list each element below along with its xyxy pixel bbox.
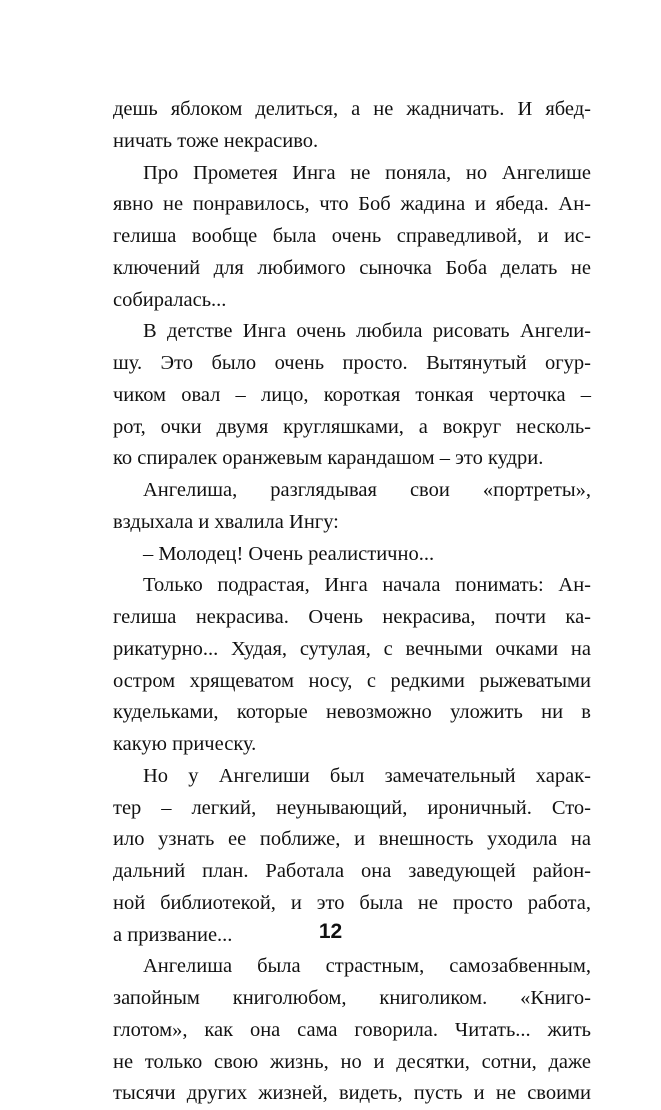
- text-line: вздыхала и хвалила Ингу:: [113, 510, 339, 533]
- text-line: шу. Это было очень просто. Вытянутый огур-: [113, 352, 591, 374]
- text-line: – Молодец! Очень реалистично...: [143, 542, 435, 565]
- text-line: тер – легкий, неунывающий, ироничный. Сто-: [113, 796, 591, 819]
- text-line: Ангелиша, разглядывая свои «портреты»,: [143, 479, 591, 501]
- page-body: [113, 94, 591, 1110]
- text-line: кудельками, которые невозможно уложить ни в: [113, 701, 591, 724]
- text-line: остром хрящеватом носу, с редкими рыжеватыми: [113, 669, 591, 692]
- text-line: а призвание...: [113, 923, 233, 946]
- text-line: ило узнать ее поближе, и внешность уходила на: [113, 828, 591, 851]
- text-line: Только подрастая, Инга начала понимать: Ан-: [143, 574, 591, 597]
- text-line: ключений для любимого сыночка Боба делать не: [113, 256, 591, 279]
- text-line: рикатурно... Худая, сутулая, с вечными очками на: [113, 637, 591, 660]
- text-line: гелиша некрасива. Очень некрасива, почти ка-: [113, 606, 591, 628]
- text-line: гелиша вообще была очень справедливой, и ис-: [113, 225, 591, 247]
- text-line: дешь яблоком делиться, а не жадничать. И ябед-: [113, 98, 591, 120]
- text-line: явно не понравилось, что Боб жадина и ябеда. Ан-: [113, 193, 591, 216]
- text-line: Ангелиша была страстным, самозабвенным,: [143, 955, 591, 978]
- text-line: дальний план. Работала она заведующей район-: [113, 860, 591, 882]
- text-line: не только свою жизнь, но и десятки, сотни, даже: [113, 1050, 591, 1073]
- text-line: ничать тоже некрасиво.: [113, 129, 319, 152]
- text-line: ной библиотекой, и это была не просто работа,: [113, 891, 591, 914]
- text-line: глотом», как она сама говорила. Читать... жить: [113, 1018, 591, 1041]
- text-line: собиралась...: [113, 288, 227, 311]
- text-line: ко спиралек оранжевым карандашом – это кудри.: [113, 447, 544, 470]
- text-line: рот, очки двумя кругляшками, а вокруг несколь-: [113, 415, 591, 438]
- text-line: Про Прометея Инга не поняла, но Ангелише: [143, 161, 591, 184]
- page-number: 12: [318, 920, 343, 943]
- text-line: какую прическу.: [113, 733, 257, 755]
- text-line: запойным книголюбом, книголиком. «Книго-: [113, 987, 591, 1009]
- text-line: Но у Ангелиши был замечательный харак-: [143, 764, 591, 787]
- text-line: В детстве Инга очень любила рисовать Ангели-: [143, 320, 591, 343]
- text-line: чиком овал – лицо, короткая тонкая черточка –: [113, 383, 591, 406]
- text-line: тысячи других жизней, видеть, пусть и не своими: [113, 1082, 591, 1105]
